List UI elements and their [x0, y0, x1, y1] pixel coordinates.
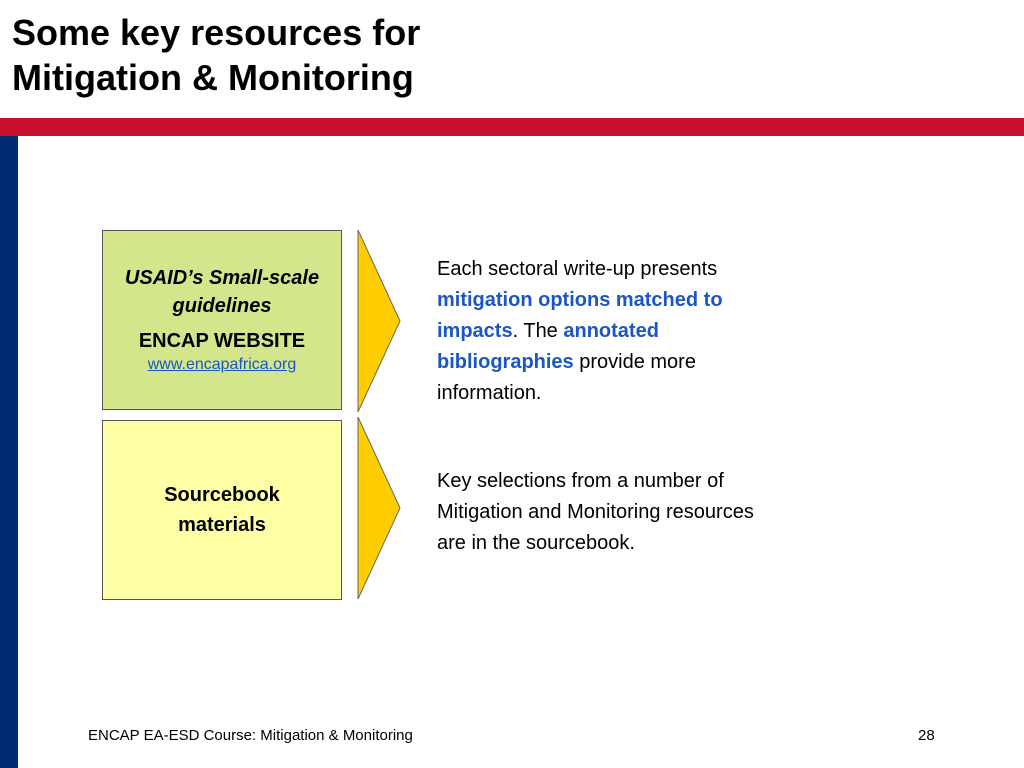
guidelines-description — [437, 254, 782, 409]
slide-title — [12, 10, 420, 100]
blue-side-bar — [0, 136, 18, 768]
red-header-bar — [0, 118, 1024, 136]
website-label: ENCAP WEBSITE — [138, 330, 306, 352]
desc1-highlight-mitigation: mitigation options matched to impacts — [437, 289, 723, 342]
desc1-highlight-bibliographies: annotated bibliographies — [437, 320, 659, 373]
guidelines-title: USAID’s Small-scale guidelines — [124, 267, 320, 317]
title-line-2: Mitigation & Monitoring — [12, 57, 414, 98]
footer-course: ENCAP EA-ESD Course: Mitigation & Monitoring — [88, 727, 413, 744]
page-number: 28 — [918, 727, 935, 744]
desc1-text-3: provide more information. — [437, 351, 696, 404]
sourcebook-box — [102, 420, 342, 600]
sourcebook-description: Key selections from a number of Mitigation and Monitoring resources are in the sourcebook. — [437, 470, 754, 554]
sourcebook-label: Sourcebook materials — [164, 484, 280, 536]
guidelines-box — [102, 230, 342, 410]
title-line-1: Some key resources for — [12, 12, 421, 53]
desc1-text-1: Each sectoral write-up presents — [437, 258, 718, 280]
desc1-text-2: . The — [512, 320, 564, 342]
chevron-arrow-icon — [355, 417, 403, 599]
encap-website-link[interactable]: www.encapafrica.org — [147, 356, 297, 373]
chevron-arrow-icon — [355, 230, 403, 412]
